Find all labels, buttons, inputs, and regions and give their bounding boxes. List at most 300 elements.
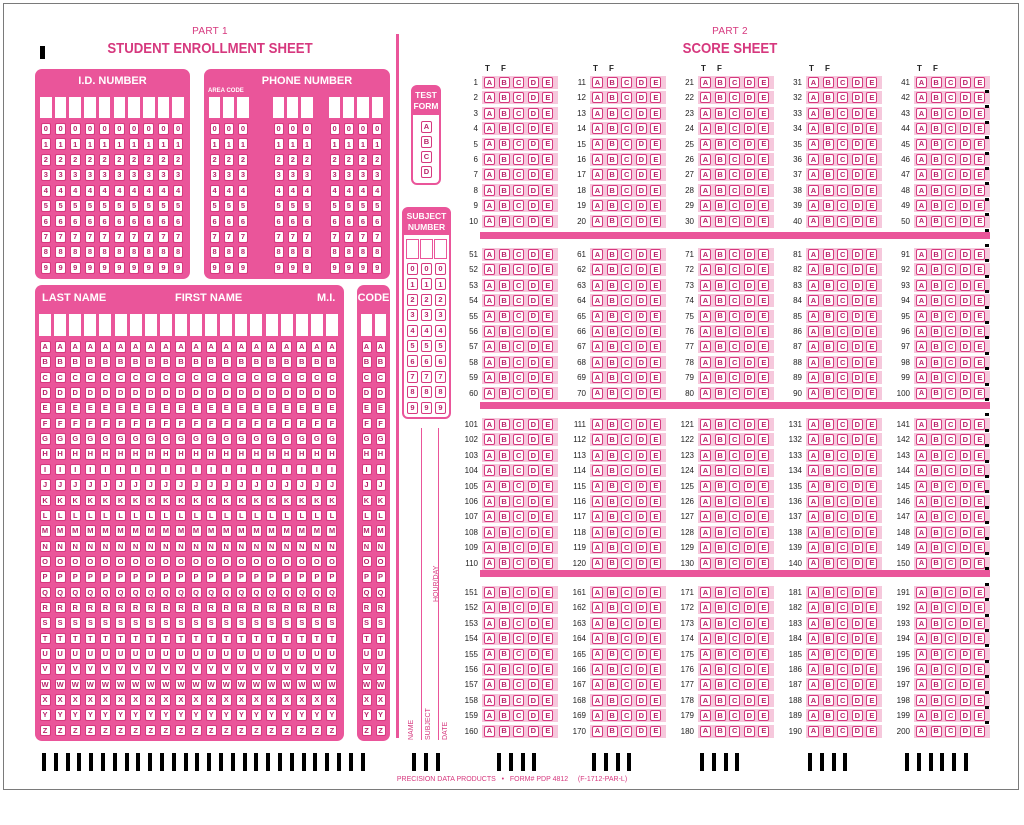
answer-bubble-A[interactable]: A [484,465,495,476]
answer-bubble-C[interactable]: C [945,249,956,260]
answer-bubble-C[interactable]: C [837,481,848,492]
phone-bubble-1[interactable]: 1 [330,138,340,150]
answer-bubble-B[interactable]: B [823,465,834,476]
name-bubble-E[interactable]: E [115,402,126,414]
name-bubble-F[interactable]: F [175,418,186,430]
answer-bubble-B[interactable]: B [931,419,942,430]
answer-bubble-B[interactable]: B [715,527,726,538]
answer-bubble-C[interactable]: C [729,695,740,706]
answer-bubble-C[interactable]: C [837,357,848,368]
name-bubble-H[interactable]: H [191,448,202,460]
name-bubble-Z[interactable]: Z [85,725,96,737]
name-bubble-K[interactable]: K [160,495,171,507]
id-bubble-1[interactable]: 1 [158,138,169,150]
answer-bubble-C[interactable]: C [621,185,632,196]
id-bubble-8[interactable]: 8 [70,246,81,258]
answer-bubble-D[interactable]: D [528,185,539,196]
answer-bubble-E[interactable]: E [866,311,877,322]
answer-bubble-A[interactable]: A [916,481,927,492]
answer-bubble-A[interactable]: A [808,496,819,507]
answer-bubble-E[interactable]: E [758,419,769,430]
id-bubble-9[interactable]: 9 [85,262,96,274]
answer-bubble-A[interactable]: A [808,326,819,337]
answer-bubble-A[interactable]: A [484,633,495,644]
answer-bubble-E[interactable]: E [974,434,985,445]
answer-bubble-B[interactable]: B [715,249,726,260]
answer-bubble-A[interactable]: A [592,649,603,660]
answer-bubble-D[interactable]: D [960,341,971,352]
name-bubble-N[interactable]: N [221,541,232,553]
name-bubble-G[interactable]: G [311,433,322,445]
answer-bubble-C[interactable]: C [513,527,524,538]
answer-bubble-B[interactable]: B [715,481,726,492]
id-bubble-5[interactable]: 5 [85,200,96,212]
name-bubble-L[interactable]: L [175,510,186,522]
name-bubble-Y[interactable]: Y [160,709,171,721]
answer-bubble-B[interactable]: B [715,92,726,103]
name-bubble-V[interactable]: V [206,663,217,675]
answer-bubble-D[interactable]: D [960,200,971,211]
answer-bubble-E[interactable]: E [974,587,985,598]
name-bubble-D[interactable]: D [281,387,292,399]
answer-bubble-C[interactable]: C [837,326,848,337]
answer-bubble-B[interactable]: B [823,295,834,306]
id-bubble-9[interactable]: 9 [55,262,66,274]
id-bubble-4[interactable]: 4 [55,185,66,197]
code-bubble-M[interactable]: M [363,526,370,536]
answer-bubble-E[interactable]: E [974,511,985,522]
name-bubble-P[interactable]: P [206,571,217,583]
name-bubble-Y[interactable]: Y [326,709,337,721]
id-bubble-7[interactable]: 7 [158,231,169,243]
answer-bubble-B[interactable]: B [715,154,726,165]
answer-bubble-A[interactable]: A [484,496,495,507]
answer-bubble-C[interactable]: C [513,357,524,368]
answer-bubble-B[interactable]: B [931,602,942,613]
name-bubble-Q[interactable]: Q [236,587,247,599]
answer-bubble-C[interactable]: C [513,633,524,644]
answer-bubble-C[interactable]: C [837,419,848,430]
answer-bubble-B[interactable]: B [715,311,726,322]
answer-bubble-E[interactable]: E [542,295,553,306]
name-bubble-M[interactable]: M [266,525,277,537]
answer-bubble-A[interactable]: A [592,249,603,260]
answer-bubble-A[interactable]: A [808,169,819,180]
name-bubble-A[interactable]: A [326,341,337,353]
id-bubble-4[interactable]: 4 [85,185,96,197]
name-bubble-V[interactable]: V [85,663,96,675]
name-bubble-T[interactable]: T [221,633,232,645]
answer-bubble-D[interactable]: D [636,154,647,165]
name-bubble-E[interactable]: E [206,402,217,414]
answer-bubble-D[interactable]: D [636,649,647,660]
name-bubble-S[interactable]: S [236,617,247,629]
name-bubble-F[interactable]: F [40,418,51,430]
name-bubble-P[interactable]: P [296,571,307,583]
code-bubble-I[interactable]: I [376,464,386,476]
answer-bubble-E[interactable]: E [542,92,553,103]
code-bubble-L[interactable]: L [376,510,386,522]
answer-bubble-D[interactable]: D [744,216,755,227]
name-bubble-J[interactable]: J [266,479,277,491]
name-bubble-Z[interactable]: Z [251,725,262,737]
name-bubble-T[interactable]: T [266,633,277,645]
answer-bubble-D[interactable]: D [852,123,863,134]
answer-bubble-E[interactable]: E [974,481,985,492]
answer-bubble-C[interactable]: C [729,450,740,461]
answer-bubble-D[interactable]: D [960,710,971,721]
code-bubble-R[interactable]: R [376,602,386,614]
name-bubble-Q[interactable]: Q [160,587,171,599]
answer-bubble-E[interactable]: E [542,710,553,721]
name-bubble-D[interactable]: D [206,387,217,399]
answer-bubble-C[interactable]: C [729,633,740,644]
name-bubble-C[interactable]: C [251,372,262,384]
id-bubble-2[interactable]: 2 [70,154,81,166]
name-bubble-X[interactable]: X [55,694,66,706]
answer-bubble-E[interactable]: E [758,264,769,275]
phone-bubble-1[interactable]: 1 [344,138,354,150]
code-bubble-O[interactable]: O [376,556,386,568]
answer-bubble-C[interactable]: C [945,481,956,492]
answer-bubble-D[interactable]: D [852,618,863,629]
id-bubble-2[interactable]: 2 [41,154,52,166]
answer-bubble-B[interactable]: B [823,618,834,629]
name-bubble-G[interactable]: G [281,433,292,445]
answer-bubble-E[interactable]: E [542,341,553,352]
answer-bubble-E[interactable]: E [866,139,877,150]
answer-bubble-A[interactable]: A [808,465,819,476]
answer-bubble-B[interactable]: B [607,481,618,492]
name-bubble-R[interactable]: R [326,602,337,614]
answer-bubble-B[interactable]: B [823,587,834,598]
name-bubble-U[interactable]: U [296,648,307,660]
answer-bubble-E[interactable]: E [542,154,553,165]
name-bubble-Z[interactable]: Z [296,725,307,737]
name-bubble-S[interactable]: S [85,617,96,629]
id-bubble-5[interactable]: 5 [143,200,154,212]
answer-bubble-B[interactable]: B [931,341,942,352]
answer-bubble-B[interactable]: B [715,123,726,134]
name-bubble-H[interactable]: H [221,448,232,460]
answer-bubble-C[interactable]: C [837,633,848,644]
name-bubble-X[interactable]: X [175,694,186,706]
answer-bubble-A[interactable]: A [808,511,819,522]
answer-bubble-A[interactable]: A [484,710,495,721]
answer-bubble-B[interactable]: B [499,154,510,165]
name-bubble-T[interactable]: T [160,633,171,645]
answer-bubble-A[interactable]: A [484,139,495,150]
name-bubble-O[interactable]: O [311,556,322,568]
answer-bubble-D[interactable]: D [744,726,755,737]
answer-bubble-A[interactable]: A [700,419,711,430]
answer-bubble-D[interactable]: D [528,357,539,368]
name-bubble-K[interactable]: K [251,495,262,507]
answer-bubble-C[interactable]: C [513,77,524,88]
answer-bubble-C[interactable]: C [513,710,524,721]
answer-bubble-E[interactable]: E [650,326,661,337]
answer-bubble-D[interactable]: D [744,326,755,337]
phone-bubble-2[interactable]: 2 [344,154,354,166]
name-bubble-L[interactable]: L [115,510,126,522]
id-bubble-4[interactable]: 4 [99,185,110,197]
code-bubble-M[interactable]: M [377,526,384,536]
name-bubble-J[interactable]: J [206,479,217,491]
subject-bubble-0[interactable]: 0 [421,263,432,275]
answer-bubble-A[interactable]: A [808,481,819,492]
answer-bubble-C[interactable]: C [945,633,956,644]
answer-bubble-D[interactable]: D [852,341,863,352]
answer-bubble-A[interactable]: A [592,185,603,196]
answer-bubble-A[interactable]: A [592,434,603,445]
name-bubble-N[interactable]: N [206,541,217,553]
answer-bubble-A[interactable]: A [484,558,495,569]
name-bubble-U[interactable]: U [251,648,262,660]
answer-bubble-C[interactable]: C [513,123,524,134]
phone-bubble-3[interactable]: 3 [224,169,234,181]
answer-bubble-A[interactable]: A [700,434,711,445]
answer-bubble-D[interactable]: D [744,558,755,569]
name-bubble-T[interactable]: T [251,633,262,645]
answer-bubble-C[interactable]: C [729,558,740,569]
id-bubble-5[interactable]: 5 [129,200,140,212]
answer-bubble-A[interactable]: A [592,633,603,644]
code-bubble-B[interactable]: B [362,356,372,368]
name-bubble-I[interactable]: I [130,464,141,476]
answer-bubble-C[interactable]: C [945,372,956,383]
name-bubble-D[interactable]: D [326,387,337,399]
name-bubble-A[interactable]: A [100,341,111,353]
id-bubble-5[interactable]: 5 [158,200,169,212]
name-bubble-T[interactable]: T [145,633,156,645]
id-bubble-8[interactable]: 8 [114,246,125,258]
test-form-bubble-B[interactable]: B [421,136,432,148]
subject-bubble-2[interactable]: 2 [421,294,432,306]
name-bubble-R[interactable]: R [281,602,292,614]
answer-bubble-E[interactable]: E [866,649,877,660]
id-bubble-9[interactable]: 9 [41,262,52,274]
answer-bubble-B[interactable]: B [715,587,726,598]
name-bubble-G[interactable]: G [266,433,277,445]
answer-bubble-D[interactable]: D [528,154,539,165]
name-bubble-S[interactable]: S [266,617,277,629]
answer-bubble-E[interactable]: E [866,710,877,721]
name-bubble-D[interactable]: D [130,387,141,399]
answer-bubble-C[interactable]: C [837,108,848,119]
name-bubble-E[interactable]: E [281,402,292,414]
name-bubble-D[interactable]: D [85,387,96,399]
answer-bubble-A[interactable]: A [916,465,927,476]
name-bubble-N[interactable]: N [115,541,126,553]
answer-bubble-C[interactable]: C [729,123,740,134]
answer-bubble-C[interactable]: C [513,280,524,291]
phone-bubble-2[interactable]: 2 [210,154,220,166]
phone-bubble-8[interactable]: 8 [302,246,312,258]
answer-bubble-A[interactable]: A [592,264,603,275]
answer-bubble-E[interactable]: E [974,92,985,103]
answer-bubble-E[interactable]: E [650,311,661,322]
answer-bubble-B[interactable]: B [931,542,942,553]
answer-bubble-C[interactable]: C [513,587,524,598]
id-bubble-0[interactable]: 0 [143,123,154,135]
subject-bubble-7[interactable]: 7 [421,371,432,383]
name-bubble-Z[interactable]: Z [266,725,277,737]
answer-bubble-E[interactable]: E [542,185,553,196]
id-bubble-1[interactable]: 1 [173,138,184,150]
answer-bubble-E[interactable]: E [758,726,769,737]
answer-bubble-E[interactable]: E [866,664,877,675]
name-bubble-V[interactable]: V [160,663,171,675]
name-bubble-L[interactable]: L [130,510,141,522]
answer-bubble-E[interactable]: E [866,450,877,461]
name-bubble-A[interactable]: A [311,341,322,353]
answer-bubble-E[interactable]: E [758,216,769,227]
answer-bubble-B[interactable]: B [715,77,726,88]
name-bubble-N[interactable]: N [130,541,141,553]
answer-bubble-E[interactable]: E [542,633,553,644]
answer-bubble-B[interactable]: B [823,527,834,538]
answer-bubble-B[interactable]: B [607,280,618,291]
answer-bubble-B[interactable]: B [499,726,510,737]
phone-bubble-0[interactable]: 0 [358,123,368,135]
id-bubble-3[interactable]: 3 [129,169,140,181]
name-bubble-S[interactable]: S [55,617,66,629]
answer-bubble-C[interactable]: C [837,587,848,598]
answer-bubble-C[interactable]: C [513,264,524,275]
answer-bubble-B[interactable]: B [607,295,618,306]
name-bubble-Q[interactable]: Q [311,587,322,599]
answer-bubble-D[interactable]: D [960,216,971,227]
answer-bubble-E[interactable]: E [650,123,661,134]
name-bubble-X[interactable]: X [311,694,322,706]
answer-bubble-C[interactable]: C [945,264,956,275]
answer-bubble-E[interactable]: E [650,710,661,721]
name-bubble-N[interactable]: N [191,541,202,553]
name-bubble-T[interactable]: T [55,633,66,645]
phone-bubble-4[interactable]: 4 [344,185,354,197]
answer-bubble-A[interactable]: A [484,511,495,522]
answer-bubble-C[interactable]: C [837,527,848,538]
phone-bubble-5[interactable]: 5 [344,200,354,212]
answer-bubble-E[interactable]: E [974,295,985,306]
answer-bubble-B[interactable]: B [607,465,618,476]
answer-bubble-C[interactable]: C [945,139,956,150]
name-bubble-M[interactable]: M [326,525,337,537]
answer-bubble-A[interactable]: A [916,264,927,275]
answer-bubble-A[interactable]: A [700,618,711,629]
answer-bubble-B[interactable]: B [607,311,618,322]
name-bubble-X[interactable]: X [100,694,111,706]
answer-bubble-A[interactable]: A [592,372,603,383]
answer-bubble-C[interactable]: C [621,633,632,644]
answer-bubble-E[interactable]: E [758,649,769,660]
id-bubble-3[interactable]: 3 [70,169,81,181]
answer-bubble-E[interactable]: E [866,587,877,598]
name-bubble-R[interactable]: R [191,602,202,614]
name-bubble-O[interactable]: O [191,556,202,568]
name-bubble-I[interactable]: I [236,464,247,476]
phone-bubble-7[interactable]: 7 [344,231,354,243]
id-bubble-4[interactable]: 4 [114,185,125,197]
answer-bubble-C[interactable]: C [621,154,632,165]
answer-bubble-E[interactable]: E [866,108,877,119]
answer-bubble-E[interactable]: E [866,602,877,613]
name-bubble-M[interactable]: M [55,525,66,537]
name-bubble-W[interactable]: W [192,679,200,689]
answer-bubble-D[interactable]: D [744,496,755,507]
answer-bubble-C[interactable]: C [837,664,848,675]
phone-bubble-9[interactable]: 9 [372,262,382,274]
answer-bubble-C[interactable]: C [837,372,848,383]
answer-bubble-E[interactable]: E [866,92,877,103]
answer-bubble-D[interactable]: D [744,434,755,445]
answer-bubble-C[interactable]: C [945,527,956,538]
name-bubble-K[interactable]: K [296,495,307,507]
answer-bubble-C[interactable]: C [729,388,740,399]
answer-bubble-D[interactable]: D [744,200,755,211]
phone-bubble-3[interactable]: 3 [330,169,340,181]
answer-bubble-E[interactable]: E [866,388,877,399]
answer-bubble-A[interactable]: A [700,633,711,644]
name-bubble-X[interactable]: X [296,694,307,706]
answer-bubble-A[interactable]: A [808,618,819,629]
answer-bubble-B[interactable]: B [823,326,834,337]
name-bubble-Y[interactable]: Y [40,709,51,721]
answer-bubble-A[interactable]: A [808,710,819,721]
answer-bubble-E[interactable]: E [650,372,661,383]
answer-bubble-A[interactable]: A [916,496,927,507]
name-bubble-A[interactable]: A [130,341,141,353]
name-bubble-Z[interactable]: Z [326,725,337,737]
answer-bubble-C[interactable]: C [945,664,956,675]
phone-bubble-0[interactable]: 0 [224,123,234,135]
answer-bubble-E[interactable]: E [758,200,769,211]
answer-bubble-C[interactable]: C [621,649,632,660]
name-bubble-C[interactable]: C [296,372,307,384]
answer-bubble-D[interactable]: D [852,465,863,476]
name-bubble-R[interactable]: R [236,602,247,614]
name-bubble-F[interactable]: F [266,418,277,430]
name-bubble-V[interactable]: V [145,663,156,675]
name-bubble-T[interactable]: T [85,633,96,645]
answer-bubble-B[interactable]: B [715,633,726,644]
answer-bubble-A[interactable]: A [700,695,711,706]
answer-bubble-A[interactable]: A [484,169,495,180]
name-bubble-K[interactable]: K [145,495,156,507]
answer-bubble-A[interactable]: A [700,77,711,88]
answer-bubble-B[interactable]: B [607,587,618,598]
name-bubble-B[interactable]: B [191,356,202,368]
answer-bubble-E[interactable]: E [758,357,769,368]
name-bubble-I[interactable]: I [70,464,81,476]
id-bubble-3[interactable]: 3 [55,169,66,181]
answer-bubble-E[interactable]: E [758,77,769,88]
answer-bubble-A[interactable]: A [916,77,927,88]
answer-bubble-D[interactable]: D [528,123,539,134]
code-bubble-J[interactable]: J [376,479,386,491]
id-bubble-0[interactable]: 0 [99,123,110,135]
answer-bubble-B[interactable]: B [715,295,726,306]
answer-bubble-A[interactable]: A [916,92,927,103]
answer-bubble-D[interactable]: D [528,341,539,352]
name-bubble-X[interactable]: X [281,694,292,706]
id-bubble-8[interactable]: 8 [85,246,96,258]
answer-bubble-B[interactable]: B [607,602,618,613]
answer-bubble-A[interactable]: A [700,527,711,538]
name-bubble-Y[interactable]: Y [266,709,277,721]
answer-bubble-A[interactable]: A [808,372,819,383]
name-bubble-S[interactable]: S [326,617,337,629]
